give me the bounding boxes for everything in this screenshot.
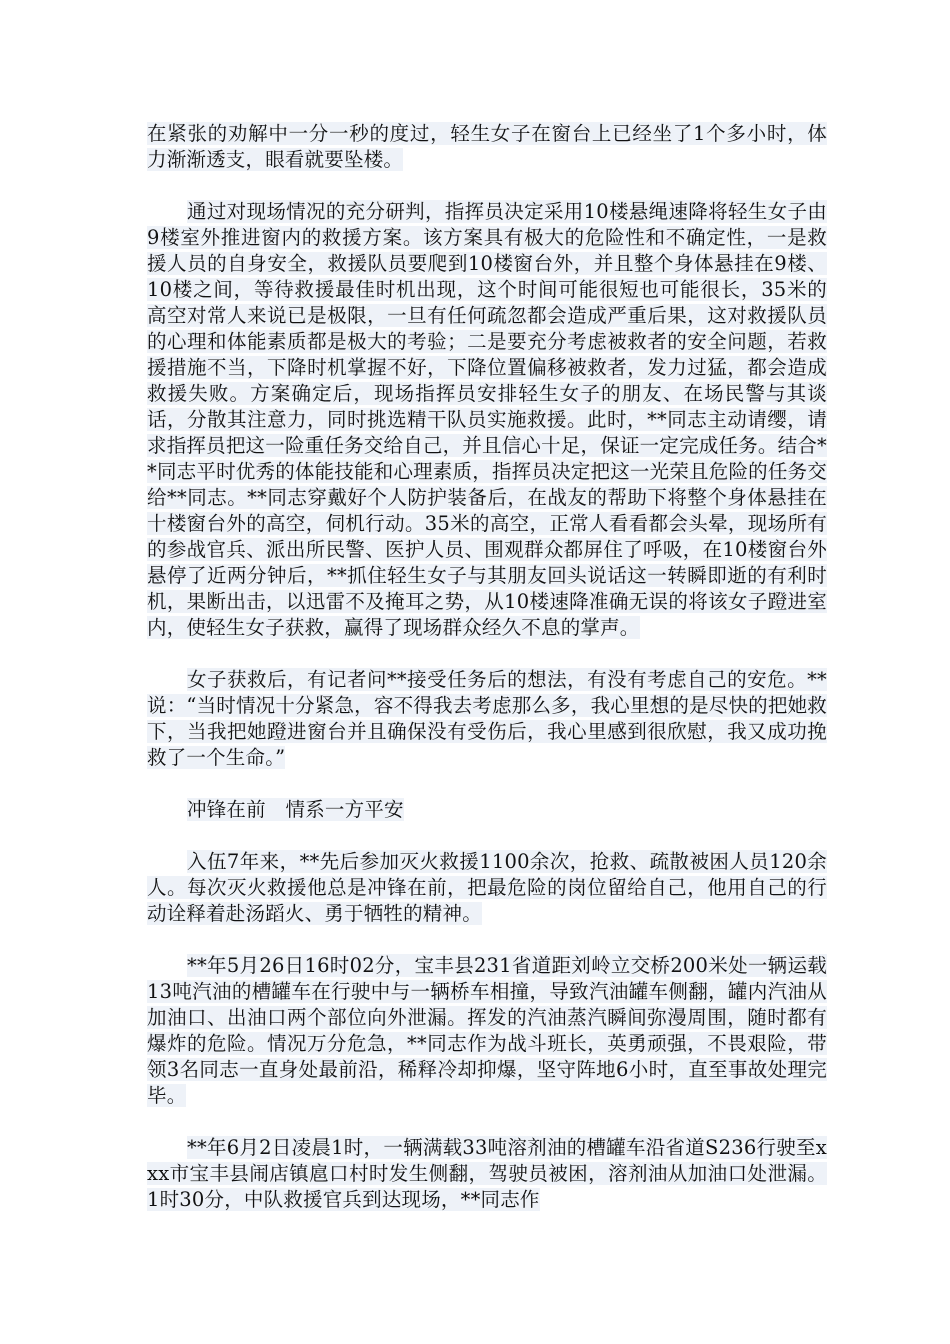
paragraph-text: 通过对现场情况的充分研判，指挥员决定采用10楼悬绳速降将轻生女子由9楼室外推进窗内的救援方案。该方案具有极大的危险性和不确定性，一是救援人员的自身安全，救援队员要爬到10楼窗台外，并且整个身体悬挂在9楼、10楼之间，等待救援最佳时机出现，这个时间可能很短也可能很长，35米的高空对常人来说已是极限，一旦有任何疏忽都会造成严重后果，这对救援队员的心理和体能素质都是极大的考验；二是要充分考虑被救者的安全问题，若救援措施不当，下降时机掌握不好，下降位置偏移被救者，发力过猛，都会造成救援失败。方案确定后，现场指挥员安排轻生女子的朋友、在场民警与其谈话，分散其注意力，同时挑选精干队员实施救援。此时，**同志主动请缨，请求指挥员把这一险重任务交给自己，并且信心十足，保证一定完成任务。结合**同志平时优秀的体能技能和心理素质，指挥员决定把这一光荣且危险的任务交给**同志。**同志穿戴好个人防护装备后，在战友的帮助下将整个身体悬挂在十楼窗台外的高空，伺机行动。35米的高空，正常人看看都会头晕，现场所有的参战官兵、派出所民警、医护人员、围观群众都屏住了呼吸，在10楼窗台外悬停了近两分钟后，**抓住轻生女子与其朋友回头说话这一转瞬即逝的有利时机，果断出击，以迅雷不及掩耳之势，从10楼速降准确无误的将该女子蹬进室内，使轻生女子获救，赢得了现场群众经久不息的掌声。 <box>147 200 827 639</box>
paragraph-interview <box>147 667 827 771</box>
paragraph-tanker-incident-june <box>147 1135 827 1213</box>
section-heading-text: 冲锋在前 情系一方平安 <box>187 798 404 821</box>
paragraph-text: **年6月2日凌晨1时，一辆满载33吨溶剂油的槽罐车沿省道S236行驶至xxx市宝丰县闹店镇扈口村时发生侧翻，驾驶员被困，溶剂油从加油口处泄漏。1时30分，中队救援官兵到达现场，**同志作 <box>147 1136 827 1211</box>
paragraph-text: 在紧张的劝解中一分一秒的度过，轻生女子在窗台上已经坐了1个多小时，体力渐渐透支，眼看就要坠楼。 <box>147 122 827 171</box>
paragraph-rescue-plan <box>147 199 827 641</box>
section-heading <box>147 797 827 823</box>
paragraph-text: **年5月26日16时02分，宝丰县231省道距刘岭立交桥200米处一辆运载13吨汽油的槽罐车在行驶中与一辆桥车相撞，导致汽油罐车侧翻，罐内汽油从加油口、出油口两个部位向外泄漏。挥发的汽油蒸汽瞬间弥漫周围，随时都有爆炸的危险。情况万分危急，**同志作为战斗班长，英勇顽强，不畏艰险，带领3名同志一直身处最前沿，稀释冷却抑爆，坚守阵地6小时，直至事故处理完毕。 <box>147 954 827 1107</box>
paragraph-text: 女子获救后，有记者问**接受任务后的想法，有没有考虑自己的安危。**说：“当时情况十分紧急，容不得我去考虑那么多，我心里想的是尽快的把她救下，当我把她蹬进窗台并且确保没有受伤后，我心里感到很欣慰，我又成功挽救了一个生命。” <box>147 668 827 769</box>
paragraph-tanker-incident-may <box>147 953 827 1109</box>
document-body <box>147 121 827 1239</box>
paragraph-service-record <box>147 849 827 927</box>
paragraph-continuation <box>147 121 827 173</box>
paragraph-text: 入伍7年来，**先后参加灭火救援1100余次，抢救、疏散被困人员120余人。每次灭火救援他总是冲锋在前，把最危险的岗位留给自己，他用自己的行动诠释着赴汤蹈火、勇于牺牲的精神。 <box>147 850 827 925</box>
